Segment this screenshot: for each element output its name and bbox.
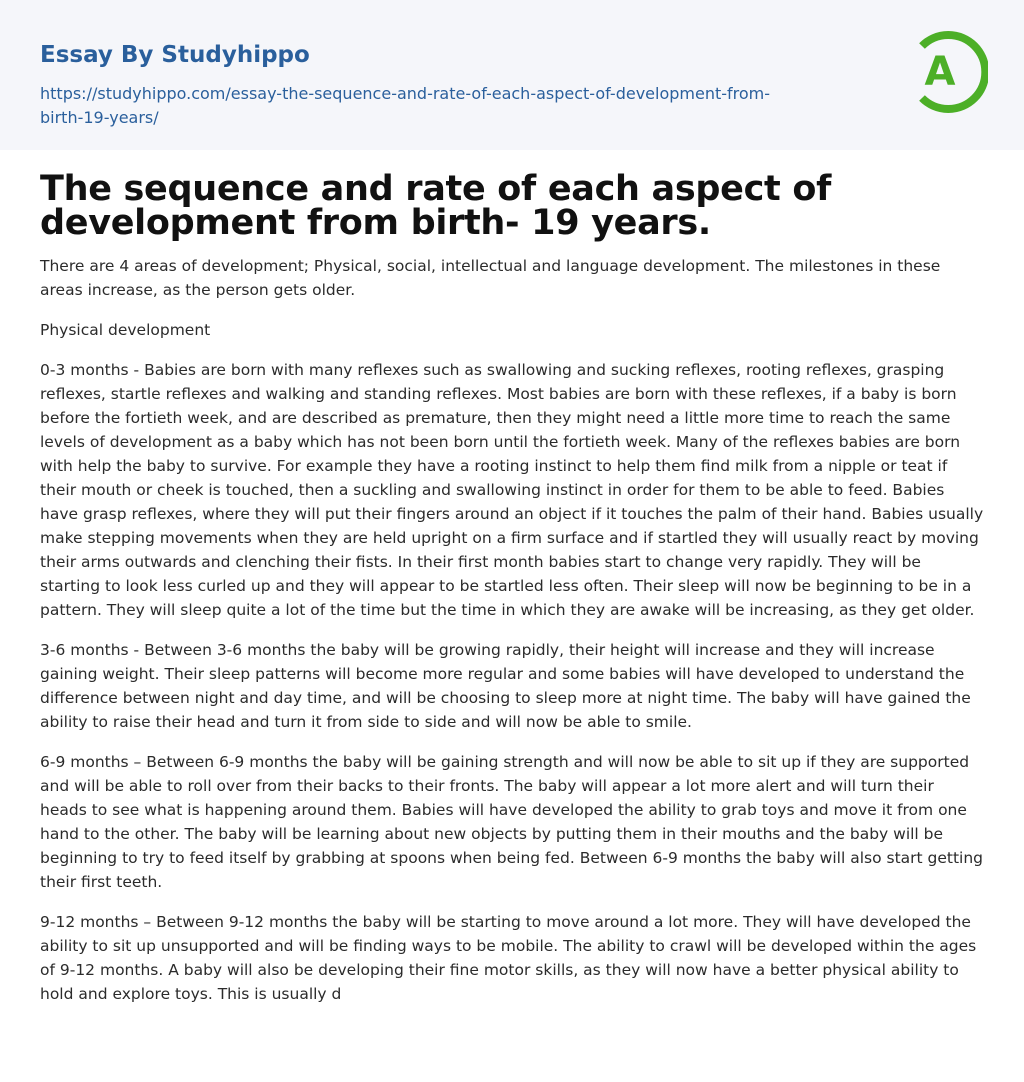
essay-paragraph: There are 4 areas of development; Physical, social, intellectual and language development. The milestones in these areas increase, as the person gets older. bbox=[40, 257, 941, 299]
brand-title: Essay By Studyhippo bbox=[40, 42, 310, 68]
essay-paragraph: 6-9 months – Between 6-9 months the baby will be gaining strength and will now be able to sit up if they are supported and will be able to roll over from their backs to their fronts. The baby will appear a lot more alert and will turn their heads to see what is happening around them. Babies will have developed the ability to grab toys and move it from one hand to the other. The baby will be learning about new objects by putting them in their mouths and the baby will be beginning to try to feed itself by grabbing at spoons when being fed. Between 6-9 months the baby will also start getting their first teeth. bbox=[40, 753, 984, 891]
studyhippo-logo-icon bbox=[912, 29, 988, 115]
essay-paragraph: 3-6 months - Between 3-6 months the baby will be growing rapidly, their height will increase and they will increase gaining weight. Their sleep patterns will become more regular and some babies will have developed to understand the difference between night and day time, and will be choosing to sleep more at night time. The baby will have gained the ability to raise their head and turn it from side to side and will now be able to smile. bbox=[40, 641, 971, 731]
essay-content bbox=[0, 169, 1024, 1006]
essay-url-link[interactable]: https://studyhippo.com/essay-the-sequence-and-rate-of-each-aspect-of-development-from-birth-19-years/ bbox=[40, 84, 771, 127]
logo-letter: A bbox=[924, 49, 956, 95]
essay-paragraph: 9-12 months – Between 9-12 months the baby will be starting to move around a lot more. They will have developed the ability to sit up unsupported and will be finding ways to be mobile. The ability to crawl will be developed within the ages of 9-12 months. A baby will also be developing their fine motor skills, as they will now have a better physical ability to hold and explore toys. This is usually d bbox=[40, 913, 977, 1003]
site-header bbox=[0, 0, 1024, 150]
essay-title: The sequence and rate of each aspect of development from birth- 19 years. bbox=[40, 169, 832, 243]
essay-paragraph: 0-3 months - Babies are born with many reflexes such as swallowing and sucking reflexes, rooting reflexes, grasping reflexes, startle reflexes and walking and standing reflexes. Most babies are born with these reflexes, if a baby is born before the fortieth week, and are described as premature, then they might need a little more time to reach the same levels of development as a baby which has not been born until the fortieth week. Many of the reflexes babies are born with help the baby to survive. For example they have a rooting instinct to help them find milk from a nipple or teat if their mouth or cheek is touched, then a suckling and swallowing instinct in order for them to be able to feed. Babies have grasp reflexes, where they will put their fingers around an object if it touches the palm of their hand. Babies usually make stepping movements when they are held upright on a firm surface and if startled they will usually react by moving their arms outwards and clenching their fists. In their first month babies start to change very rapidly. They will be starting to look less curled up and they will appear to be startled less often. Their sleep will now be beginning to be in a pattern. They will sleep quite a lot of the time but the time in which they are awake will be increasing, as they get older. bbox=[40, 361, 984, 619]
essay-paragraph: Physical development bbox=[40, 321, 211, 339]
